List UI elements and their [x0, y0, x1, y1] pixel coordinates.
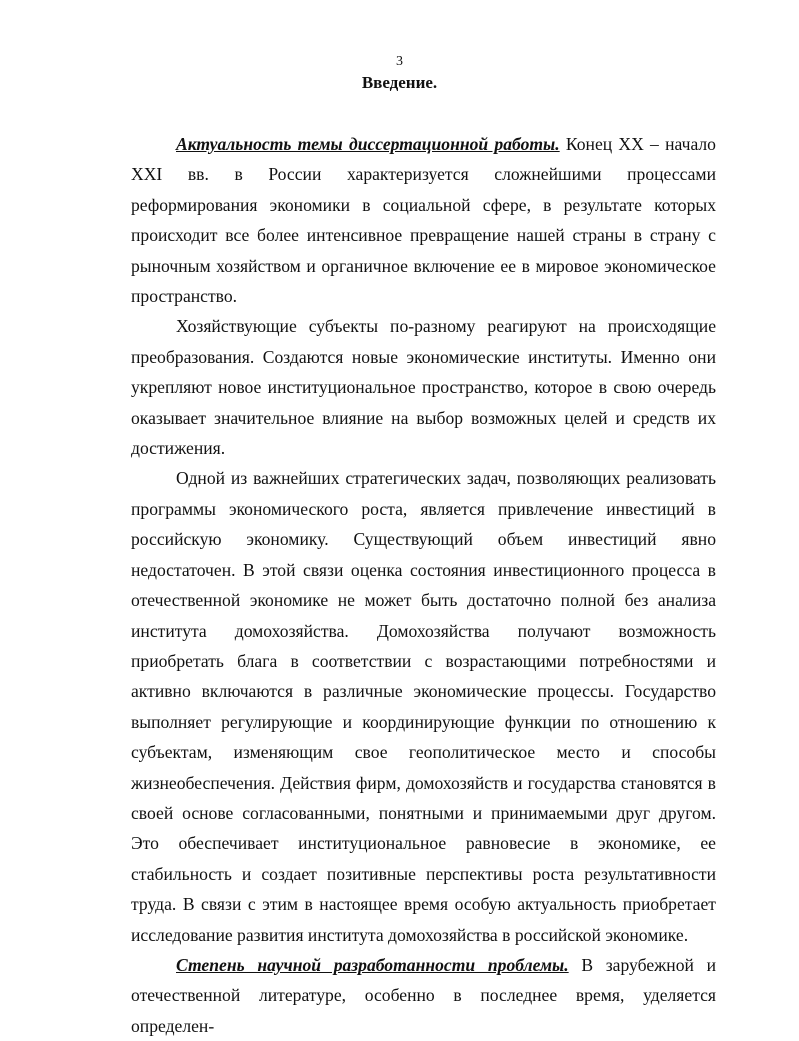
paragraph-text: Конец XX – начало XXI вв. в России характеризуется сложнейшими процессами реформирования экономики в социальной сфере, в результате которых происходит все более интенсивное превращение нашей страны в страну с рыночным хозяйством и органичное включение ее в мировое экономическое пространство.	[131, 134, 716, 307]
section-lead-research-degree: Степень научной разработанности проблемы.	[176, 954, 569, 975]
paragraph-text: Одной из важнейших стратегических задач, позволяющих реализовать программы экономического роста, является привлечение инвестиций в российскую экономику. Существующий объем инвестиций явно недостаточен. В этой связи оценка состояния инвестиционного процесса в отечественной экономике не может быть достаточно полной без анализа института домохозяйства. Домохозяйства получают возможность приобретать блага в соответствии с возрастающими потребностями и активно включаются в различные экономические процессы. Государство выполняет регулирующие и координирующие функции по отношению к субъектам, изменяющим свое геополитическое место и способы жизнеобеспечения. Действия фирм, домохозяйств и государства становятся в своей основе согласованными, понятными и принимаемыми друг другом. Это обеспечивает институциональное равновесие в экономике, ее стабильность и создает позитивные перспективы роста результативности труда. В связи с этим в настоящее время особую актуальность приобретает исследование развития института домохозяйства в российской экономике.	[131, 468, 716, 945]
section-lead-relevance: Актуальность темы диссертационной работы.	[176, 134, 560, 154]
paragraph-economic-agents	[131, 311, 716, 463]
document-body	[131, 129, 716, 1041]
paragraph-text: В зарубежной и отечественной литературе, особенно в последнее время, уделяется определен-	[131, 954, 717, 1036]
page-number: 3	[396, 54, 403, 69]
page-title: Введение.	[361, 73, 438, 92]
paragraph-text: Хозяйствующие субъекты по-разному реагируют на происходящие преобразования. Создаются новые экономические институты. Именно они укрепляют новое институциональное пространство, которое в свою очередь оказывает значительное влияние на выбор возможных целей и средств их достижения.	[131, 316, 716, 459]
paragraph-investment	[131, 463, 716, 950]
paragraph-relevance	[131, 129, 716, 311]
paragraph-research-degree	[131, 950, 716, 1041]
